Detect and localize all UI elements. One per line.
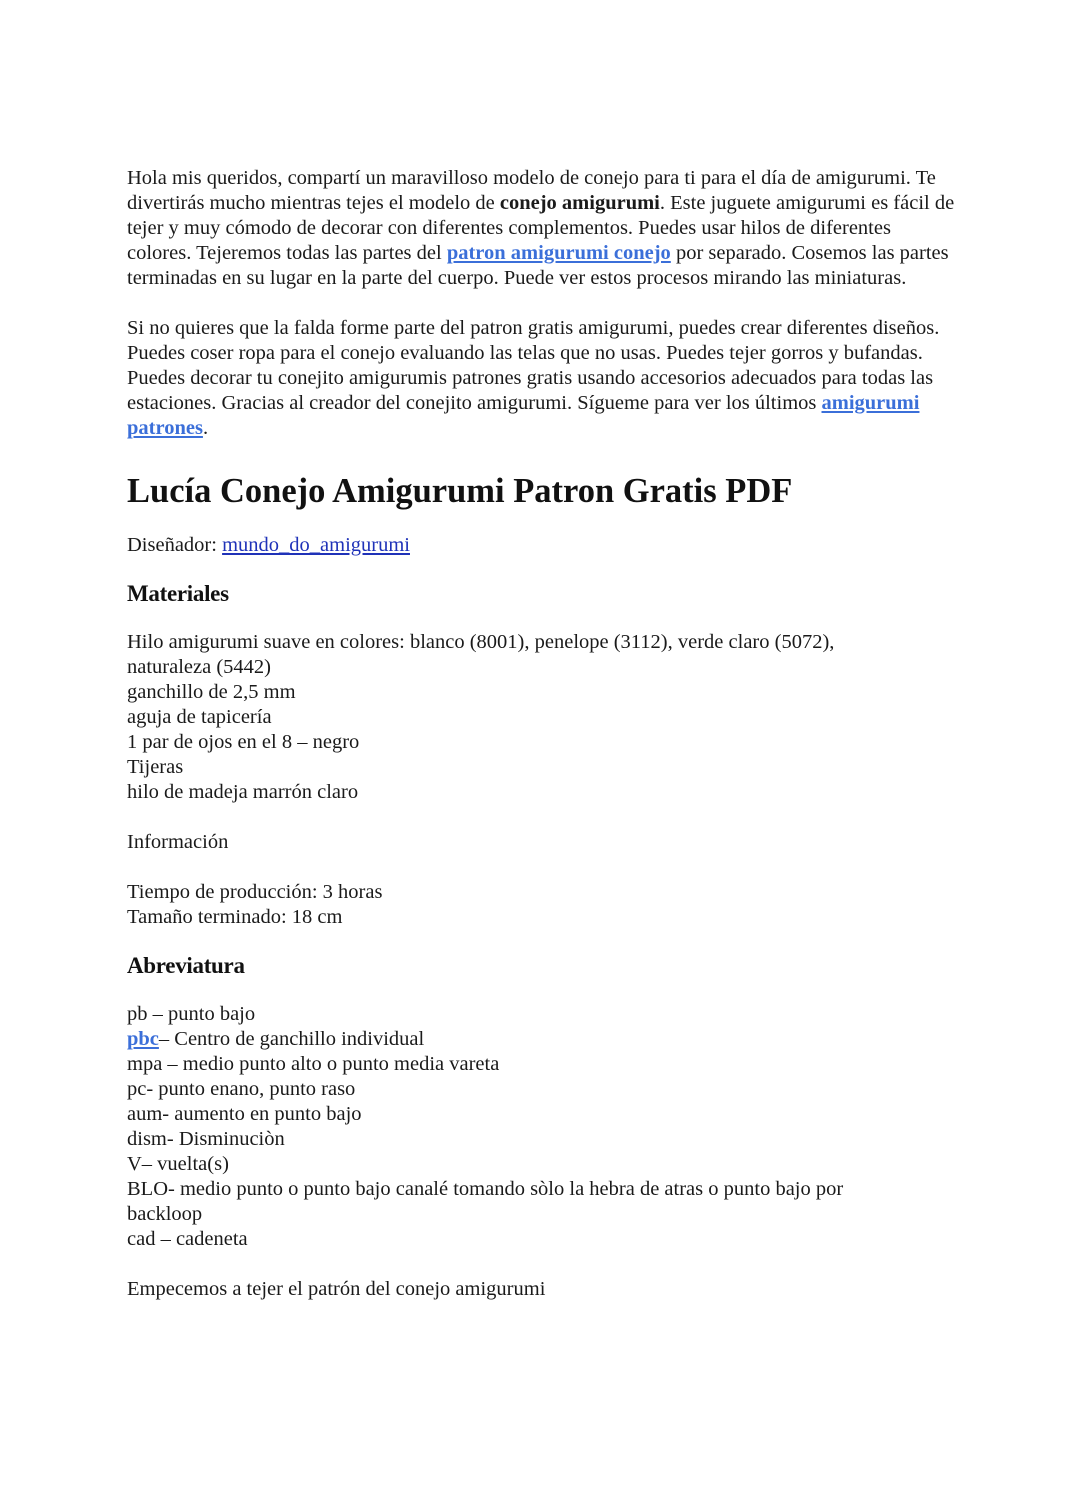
amigurumi-patrones-link[interactable]: amigurumi patrones: [127, 392, 920, 439]
list-item: backloop: [127, 1203, 203, 1225]
bold-keyword: conejo amigurumi: [499, 192, 660, 214]
list-item: hilo de madeja marrón claro: [127, 781, 359, 803]
intro-text: Si no quieres que la falda forme parte del patron gratis amigurumi, puedes crear diferentes diseños. Puedes coser ropa para el conejo evaluando las telas que no usas. Puedes tejer gorros y bufandas. Puedes decorar tu conejito amigurumis patrones gratis usando accesorios adecuados para todas las estaciones. Gracias al creador del conejito amigurumi. Sígueme para ver los últimos: [127, 317, 940, 414]
abbreviations-list: [127, 1002, 960, 1252]
list-item: Hilo amigurumi suave en colores: blanco (8001), penelope (3112), verde claro (5072),: [127, 631, 835, 653]
intro-text: por separado. Cosemos las partes terminadas en su lugar en la parte del cuerpo. Puede ver estos procesos mirando las miniaturas.: [127, 242, 949, 289]
list-item: pc- punto enano, punto raso: [127, 1078, 356, 1100]
intro-paragraph-1: [127, 166, 960, 291]
list-item: Tamaño terminado: 18 cm: [127, 906, 343, 928]
patron-amigurumi-conejo-link[interactable]: patron amigurumi conejo: [446, 242, 671, 264]
list-item: [127, 1027, 960, 1052]
list-item: mpa – medio punto alto o punto media vareta: [127, 1053, 500, 1075]
list-item: aum- aumento en punto bajo: [127, 1103, 362, 1125]
info-heading: Información: [127, 831, 229, 853]
pbc-link[interactable]: pbc: [127, 1028, 159, 1050]
intro-text: Hola mis queridos, compartí un maravilloso modelo de conejo para ti para el día de amigurumi. Te divertirás mucho mientras tejes el modelo de: [127, 167, 936, 214]
list-item: ganchillo de 2,5 mm: [127, 681, 296, 703]
abbreviations-heading: Abreviatura: [127, 953, 245, 978]
list-item: BLO- medio punto o punto bajo canalé tomando sòlo la hebra de atras o punto bajo por: [127, 1178, 844, 1200]
list-item: dism- Disminuciòn: [127, 1128, 285, 1150]
list-item: pb – punto bajo: [127, 1003, 256, 1025]
intro-text: . Este juguete amigurumi es fácil de tejer y muy cómodo de decorar con diferentes complementos. Puedes usar hilos de diferentes colores. Tejeremos todas las partes del: [127, 192, 955, 264]
designer-link[interactable]: mundo_do_amigurumi: [222, 534, 410, 556]
intro-paragraph-2: [127, 316, 960, 441]
designer-label: Diseñador:: [127, 534, 223, 556]
closing-line: Empecemos a tejer el patrón del conejo amigurumi: [127, 1278, 546, 1300]
pbc-definition: – Centro de ganchillo individual: [158, 1028, 425, 1050]
page-title: Lucía Conejo Amigurumi Patron Gratis PDF: [127, 472, 793, 510]
materials-list: [127, 630, 960, 805]
intro-text: .: [202, 417, 209, 439]
list-item: V– vuelta(s): [127, 1153, 229, 1175]
info-list: [127, 880, 960, 930]
designer-line: [127, 533, 960, 558]
list-item: aguja de tapicería: [127, 706, 272, 728]
list-item: Tijeras: [127, 756, 184, 778]
materials-heading: Materiales: [127, 581, 229, 606]
list-item: cad – cadeneta: [127, 1228, 248, 1250]
list-item: 1 par de ojos en el 8 – negro: [127, 731, 360, 753]
list-item: naturaleza (5442): [127, 656, 271, 678]
list-item: Tiempo de producción: 3 horas: [127, 881, 383, 903]
